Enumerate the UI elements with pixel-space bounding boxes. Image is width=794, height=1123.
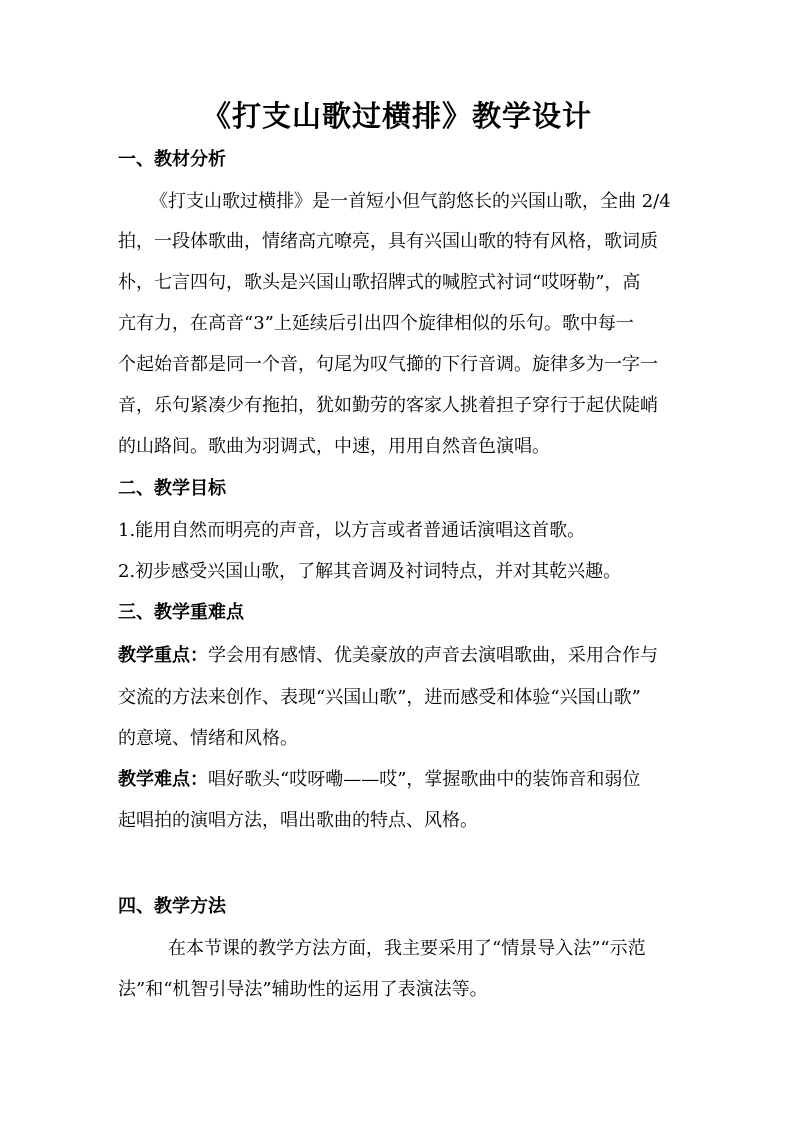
difficulty-text: 唱好歌头“哎呀嘞——哎”，掌握歌曲中的装饰音和弱位 xyxy=(208,769,641,790)
paragraph-line: 《打支山歌过横排》是一首短小但气韵悠长的兴国山歌，全曲 2/4 xyxy=(150,191,671,212)
paragraph-line: 朴，七言四句，歌头是兴国山歌招牌式的喊腔式衬词“哎呀勒”，高 xyxy=(118,272,641,293)
paragraph-line: 在本节课的教学方法方面，我主要采用了“情景导入法”“示范 xyxy=(168,938,646,959)
paragraph-line: 的意境、情绪和风格。 xyxy=(118,728,298,749)
objective-item: 1.能用自然而明亮的声音，以方言或者普通话演唱这首歌。 xyxy=(118,520,586,541)
key-point-line xyxy=(118,643,658,669)
section-heading-objectives: 二、教学目标 xyxy=(118,478,226,499)
section-heading-key-points: 三、教学重难点 xyxy=(118,602,244,623)
difficulty-label: 教学难点： xyxy=(118,769,208,790)
key-point-label: 教学重点： xyxy=(118,645,208,666)
paragraph-line: 音，乐句紧凑少有拖拍，犹如勤劳的客家人挑着担子穿行于起伏陡峭 xyxy=(118,395,658,416)
paragraph-line: 亢有力，在高音“3”上延续后引出四个旋律相似的乐句。歌中每一 xyxy=(118,313,634,334)
section-heading-materials: 一、教材分析 xyxy=(118,149,226,170)
key-point-text: 学会用有感情、优美豪放的声音去演唱歌曲，采用合作与 xyxy=(208,645,658,666)
paragraph-line: 的山路间。歌曲为羽调式，中速，用用自然音色演唱。 xyxy=(118,436,550,457)
paragraph-line: 起唱拍的演唱方法，唱出歌曲的特点、风格。 xyxy=(118,810,478,831)
section-heading-methods: 四、教学方法 xyxy=(118,896,226,917)
paragraph-line: 交流的方法来创作、表现“兴国山歌”，进而感受和体验“兴国山歌” xyxy=(118,687,641,708)
paragraph-line: 拍，一段体歌曲，情绪高亢嘹亮，具有兴国山歌的特有风格，歌词质 xyxy=(118,231,658,252)
objective-item: 2.初步感受兴国山歌，了解其音调及衬词特点，并对其乾兴趣。 xyxy=(118,561,622,582)
paragraph-line: 法”和“机智引导法”辅助性的运用了表演法等。 xyxy=(118,979,488,1000)
difficulty-line xyxy=(118,767,640,793)
page-title: 《打支山歌过横排》教学设计 xyxy=(201,99,592,133)
paragraph-line: 个起始音都是同一个音，句尾为叹气擳的下行音调。旋律多为一字一 xyxy=(118,354,658,375)
